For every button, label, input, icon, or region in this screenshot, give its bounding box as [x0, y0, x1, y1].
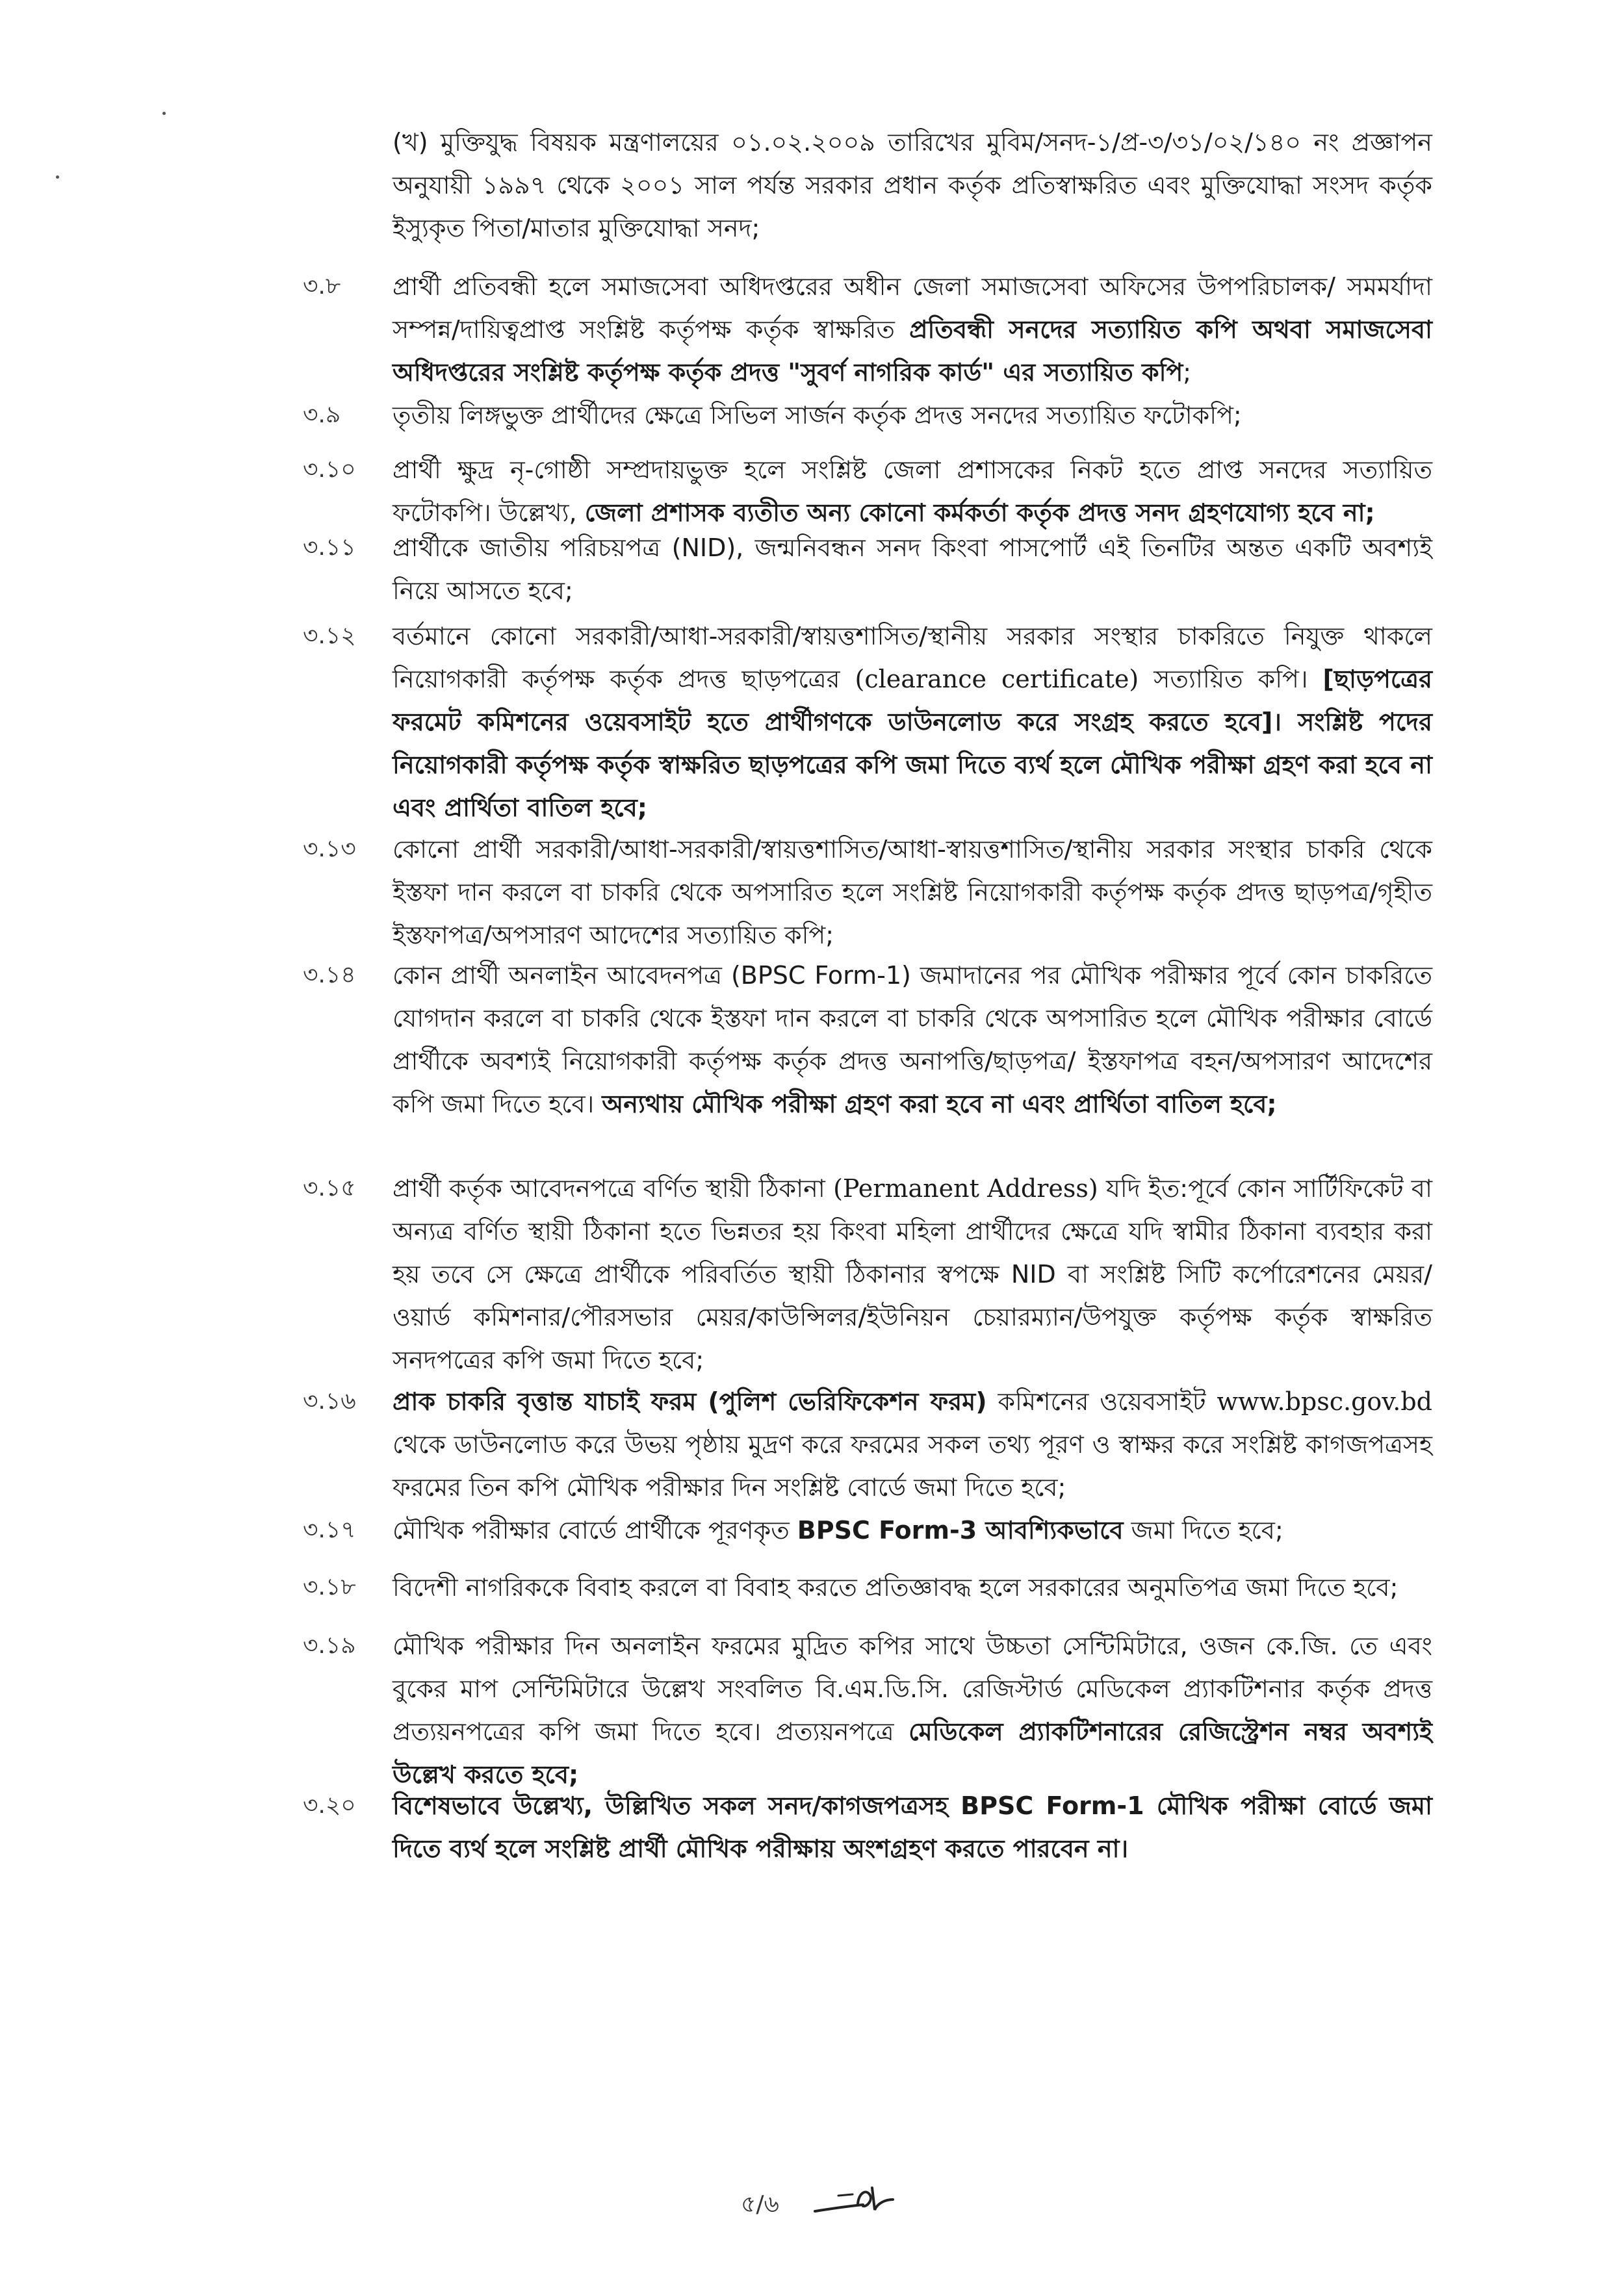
item-text: বিশেষভাবে উল্লেখ্য, উল্লিখিত সকল সনদ/কাগজপত্রসহ BPSC Form-1 মৌখিক পরীক্ষা বোর্ডে জমা দিতে ব্যর্থ হলে সংশ্লিষ্ট প্রার্থী মৌখিক পরীক্ষায় অংশগ্রহণ করতে পারবেন না। — [393, 1791, 1432, 1863]
page-footer — [741, 2180, 936, 2232]
bold-text: জেলা প্রশাসক ব্যতীত অন্য কোনো কর্মকর্তা কর্তৃক প্রদত্ত সনদ গ্রহণযোগ্য হবে না; — [584, 498, 1375, 527]
intro-paragraph: (খ) মুক্তিযুদ্ধ বিষয়ক মন্ত্রণালয়ের ০১.০২.২০০৯ তারিখের মুবিম/সনদ-১/প্র-৩/৩১/০২/১৪০ নং প্রজ্ঞাপন অনুযায়ী ১৯৯৭ থেকে ২০০১ সাল পর্যন্ত সরকার প্রধান কর্তৃক প্রতিস্বাক্ষরিত এবং মুক্তিযোদ্ধা সংসদ কর্তৃক ইস্যুকৃত পিতা/মাতার মুক্তিযোদ্ধা সনদ; — [393, 128, 1432, 242]
item-text: প্রাক চাকরি বৃত্তান্ত যাচাই ফরম (পুলিশ ভেরিফিকেশন ফরম) কমিশনের ওয়েবসাইট www.bpsc.gov.bd থেকে ডাউনলোড করে উভয় পৃষ্ঠায় মুদ্রণ করে ফরমের সকল তথ্য পূরণ ও স্বাক্ষর করে সংশ্লিষ্ট কাগজপত্রসহ ফরমের তিন কপি মৌখিক পরীক্ষার দিন সংশ্লিষ্ট বোর্ডে জমা দিতে হবে; — [393, 1387, 1432, 1502]
item-text: তৃতীয় লিঙ্গভুক্ত প্রার্থীদের ক্ষেত্রে সিভিল সার্জন কর্তৃক প্রদত্ত সনদের সত্যায়িত ফটোকপি; — [393, 401, 1242, 430]
scan-speck — [162, 112, 166, 115]
scan-speck — [56, 175, 59, 179]
item-text: মৌখিক পরীক্ষার বোর্ডে প্রার্থীকে পূরণকৃত BPSC Form-3 আবশ্যিকভাবে জমা দিতে হবে; — [393, 1516, 1283, 1545]
item-text: মৌখিক পরীক্ষার দিন অনলাইন ফরমের মুদ্রিত কপির সাথে উচ্চতা সেন্টিমিটারে, ওজন কে.জি. তে এবং বুকের মাপ সেন্টিমিটারে উল্লেখ সংবলিত বি.এম.ডি.সি. রেজিস্টার্ড মেডিকেল প্র্যাকটিশনার কর্তৃক প্রদত্ত প্রত্যয়নপত্রের কপি জমা দিতে হবে। প্রত্যয়নপত্রে মেডিকেল প্র্যাকটিশনারের রেজিস্ট্রেশন নম্বর অবশ্যই উল্লেখ করতে হবে; — [393, 1632, 1432, 1789]
item-number: ৩.১৬ — [303, 1388, 356, 1415]
bold-text: BPSC Form-3 আবশ্যিকভাবে — [797, 1516, 1124, 1545]
item-text: কোনো প্রার্থী সরকারী/আধা-সরকারী/স্বায়ত্তশাসিত/আধা-স্বায়ত্তশাসিত/স্থানীয় সরকার সংস্থার চাকরি থেকে ইস্তফা দান করলে বা চাকরি থেকে অপসারিত হলে সংশ্লিষ্ট নিয়োগকারী কর্তৃপক্ষ কর্তৃক প্রদত্ত ছাড়পত্র/গৃহীত ইস্তফাপত্র/অপসারণ আদেশের সত্যায়িত কপি; — [393, 835, 1432, 949]
page-number: ৫/৬ — [741, 2191, 779, 2218]
item-number: ৩.১৯ — [303, 1632, 356, 1659]
bold-text: [ছাড়পত্রের ফরমেট কমিশনের ওয়েবসাইট হতে প্রার্থীগণকে ডাউনলোড করে সংগ্রহ করতে হবে]। সংশ্লিষ্ট পদের নিয়োগকারী কর্তৃপক্ষ কর্তৃক স্বাক্ষরিত ছাড়পত্রের কপি জমা দিতে ব্যর্থ হলে মৌখিক পরীক্ষা গ্রহণ করা হবে না এবং প্রার্থিতা বাতিল হবে; — [393, 665, 1432, 822]
signature-initial — [812, 2180, 903, 2226]
item-number: ৩.১৪ — [303, 962, 356, 988]
bold-text: প্রতিবন্ধী সনদের সত্যায়িত কপি অথবা সমাজসেবা অধিদপ্তরের সংশ্লিষ্ট কর্তৃপক্ষ কর্তৃক প্রদত্ত "সুবর্ণ নাগরিক কার্ড" এর সত্যায়িত কপি — [393, 315, 1432, 387]
item-number: ৩.১৮ — [303, 1574, 356, 1600]
item-text: বিদেশী নাগরিককে বিবাহ করলে বা বিবাহ করতে প্রতিজ্ঞাবদ্ধ হলে সরকারের অনুমতিপত্র জমা দিতে হবে; — [393, 1573, 1398, 1602]
item-text: বর্তমানে কোনো সরকারী/আধা-সরকারী/স্বায়ত্তশাসিত/স্থানীয় সরকার সংস্থার চাকরিতে নিযুক্ত থাকলে নিয়োগকারী কর্তৃপক্ষ কর্তৃক প্রদত্ত ছাড়পত্রের (clearance certificate) সত্যায়িত কপি। [ছাড়পত্রের ফরমেট কমিশনের ওয়েবসাইট হতে প্রার্থীগণকে ডাউনলোড করে সংগ্রহ করতে হবে]। সংশ্লিষ্ট পদের নিয়োগকারী কর্তৃপক্ষ কর্তৃক স্বাক্ষরিত ছাড়পত্রের কপি জমা দিতে ব্যর্থ হলে মৌখিক পরীক্ষা গ্রহণ করা হবে না এবং প্রার্থিতা বাতিল হবে; — [393, 622, 1432, 822]
item-number: ৩.১০ — [303, 456, 356, 483]
item-number: ৩.১৭ — [303, 1517, 356, 1543]
item-number: ৩.২০ — [303, 1792, 356, 1819]
item-number: ৩.১১ — [303, 534, 356, 561]
bold-text: মেডিকেল প্র্যাকটিশনারের রেজিস্ট্রেশন নম্বর অবশ্যই উল্লেখ করতে হবে; — [393, 1717, 1432, 1789]
item-number: ৩.১৩ — [303, 836, 356, 862]
item-text: প্রার্থীকে জাতীয় পরিচয়পত্র (NID), জন্মনিবন্ধন সনদ কিংবা পাসপোর্ট এই তিনটির অন্তত একটি অবশ্যই নিয়ে আসতে হবে; — [393, 533, 1432, 605]
website-link[interactable]: www.bpsc.gov.bd — [1217, 1387, 1432, 1416]
latin-text: (clearance certificate) — [855, 665, 1139, 693]
item-number: ৩.৮ — [303, 273, 341, 300]
item-text: প্রার্থী কর্তৃক আবেদনপত্রে বর্ণিত স্থায়ী ঠিকানা (Permanent Address) যদি ইত:পূর্বে কোন সার্টিফিকেট বা অন্যত্র বর্ণিত স্থায়ী ঠিকানা হতে ভিন্নতর হয় কিংবা মহিলা প্রার্থীদের ক্ষেত্রে যদি স্বামীর ঠিকানা ব্যবহার করা হয় তবে সে ক্ষেত্রে প্রার্থীকে পরিবর্তিত স্থায়ী ঠিকানার স্বপক্ষে NID বা সংশ্লিষ্ট সিটি কর্পোরেশনের মেয়র/ওয়ার্ড কমিশনার/পৌরসভার মেয়র/কাউন্সিলর/ইউনিয়ন চেয়ারম্যান/উপযুক্ত কর্তৃপক্ষ কর্তৃক স্বাক্ষরিত সনদপত্রের কপি জমা দিতে হবে; — [393, 1174, 1432, 1374]
item-number: ৩.১২ — [303, 622, 356, 649]
bold-text: অন্যথায় মৌখিক পরীক্ষা গ্রহণ করা হবে না এবং প্রার্থিতা বাতিল হবে; — [602, 1090, 1277, 1118]
item-text: কোন প্রার্থী অনলাইন আবেদনপত্র (BPSC Form-1) জমাদানের পর মৌখিক পরীক্ষার পূর্বে কোন চাকরিতে যোগদান করলে বা চাকরি থেকে ইস্তফা দান করলে বা চাকরি থেকে অপসারিত হলে মৌখিক পরীক্ষার বোর্ডে প্রার্থীকে অবশ্যই নিয়োগকারী কর্তৃপক্ষ কর্তৃক প্রদত্ত অনাপত্তি/ছাড়পত্র/ ইস্তফাপত্র বহন/অপসারণ আদেশের কপি জমা দিতে হবে। অন্যথায় মৌখিক পরীক্ষা গ্রহণ করা হবে না এবং প্রার্থিতা বাতিল হবে; — [393, 961, 1432, 1118]
bold-text: প্রাক চাকরি বৃত্তান্ত যাচাই ফরম (পুলিশ ভেরিফিকেশন ফরম) — [393, 1387, 987, 1416]
latin-text: (Permanent Address) — [833, 1174, 1098, 1203]
item-text: প্রার্থী প্রতিবন্ধী হলে সমাজসেবা অধিদপ্তরের অধীন জেলা সমাজসেবা অফিসের উপপরিচালক/ সমমর্যাদা সম্পন্ন/দায়িত্বপ্রাপ্ত সংশ্লিষ্ট কর্তৃপক্ষ কর্তৃক স্বাক্ষরিত প্রতিবন্ধী সনদের সত্যায়িত কপি অথবা সমাজসেবা অধিদপ্তরের সংশ্লিষ্ট কর্তৃপক্ষ কর্তৃক প্রদত্ত "সুবর্ণ নাগরিক কার্ড" এর সত্যায়িত কপি; — [393, 272, 1432, 387]
item-number: ৩.৯ — [303, 402, 341, 428]
item-number: ৩.১৫ — [303, 1175, 356, 1201]
item-text: প্রার্থী ক্ষুদ্র নৃ-গোষ্ঠী সম্প্রদায়ভুক্ত হলে সংশ্লিষ্ট জেলা প্রশাসকের নিকট হতে প্রাপ্ত সনদের সত্যায়িত ফটোকপি। উল্লেখ্য, জেলা প্রশাসক ব্যতীত অন্য কোনো কর্মকর্তা কর্তৃক প্রদত্ত সনদ গ্রহণযোগ্য হবে না; — [393, 455, 1432, 527]
